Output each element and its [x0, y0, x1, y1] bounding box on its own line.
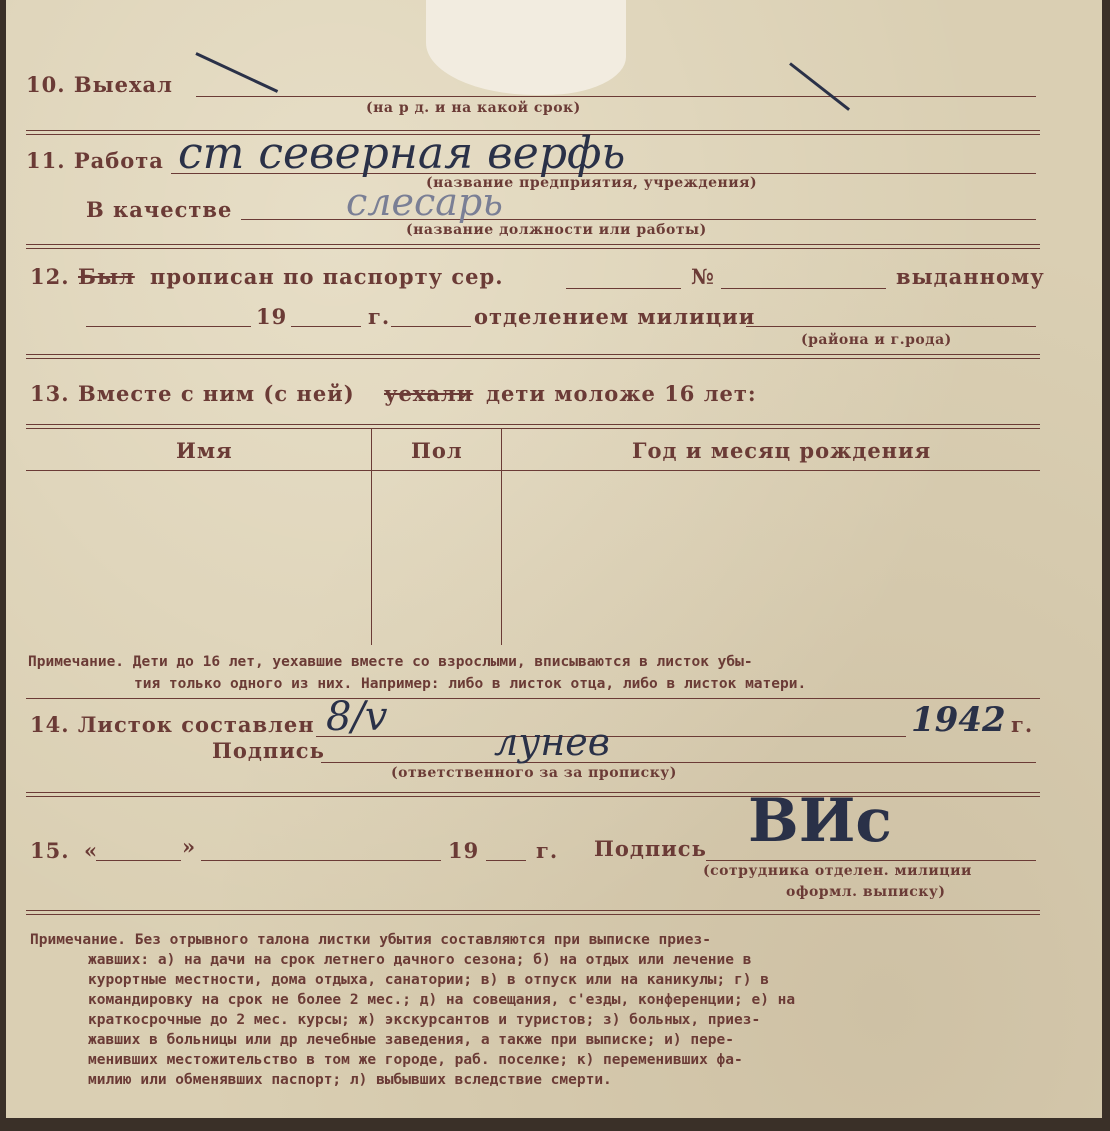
rule-5 [26, 910, 1040, 915]
s15-day-line [96, 860, 181, 861]
s13-num: 13. [30, 381, 70, 406]
note2-line4: командировку на срок не более 2 мес.; д) на совещания, с'езды, конференции; е) на [88, 992, 796, 1008]
note2-line5: краткосрочные до 2 мес. курсы; ж) экскурсантов и туристов; з) больных, приез- [88, 1012, 761, 1028]
s12-series-line [566, 288, 681, 289]
s14-sign-hint: (ответственного за за прописку) [391, 765, 677, 781]
s14-sign-label: Подпись [212, 738, 325, 763]
s13-part2: дети моложе 16 лет: [486, 381, 757, 406]
s13-part1: Вместе с ним (с ней) [78, 381, 355, 406]
s12-office-label: отделением милиции [474, 304, 756, 329]
note2-line3: курортные местности, дома отдыха, санатории; в) в отпуск или на каникулы; г) в [88, 972, 769, 988]
s14-sign-line [321, 762, 1036, 763]
s15-hint-2: оформл. выписку) [786, 884, 946, 900]
table-divider-1 [371, 428, 372, 645]
s14-label: 14. Листок составлен [30, 712, 315, 737]
s10-label: 10. Выехал [26, 72, 173, 97]
s10-line [196, 96, 1036, 97]
note2-line7: менивших местожительство в том же городе, раб. поселке; к) переменивших фа- [88, 1052, 743, 1068]
s15-signature: ВИс [748, 786, 892, 856]
torn-corner [426, 0, 626, 95]
s15-num: 15. [30, 838, 70, 863]
s12-label: прописан по паспорту сер. [150, 264, 504, 289]
s11-hint: (название предприятия, учреждения) [426, 175, 758, 191]
column-header-name: Имя [176, 438, 233, 463]
rule-2 [26, 244, 1040, 249]
s12-gap-line [391, 326, 471, 327]
s10-dash-right [789, 62, 850, 111]
s10-dash-left [195, 52, 278, 93]
s14-handwritten-date: 8/v [326, 694, 388, 740]
s11-role-label: В качестве [86, 197, 233, 222]
column-header-birth: Год и месяц рождения [632, 438, 932, 463]
s10-hint: (на р д. и на какой срок) [366, 100, 581, 116]
column-header-sex: Пол [411, 438, 463, 463]
s12-date-line [86, 326, 251, 327]
s12-year-line [291, 326, 361, 327]
note1-line2: тия только одного из них. Например: либо в листок отца, либо в листок матери. [134, 676, 807, 692]
s15-sign-line [706, 860, 1036, 861]
note2-line6: жавших в больницы или др лечебные заведения, а также при выписке; и) пере- [88, 1032, 735, 1048]
s15-close-quote: » [182, 834, 197, 859]
s15-year-prefix: 19 [448, 838, 480, 863]
form-sheet [6, 0, 1102, 1118]
s11-role-hint: (название должности или работы) [406, 222, 707, 238]
s15-hint-1: (сотрудника отделен. милиции [703, 863, 972, 879]
s12-hint: (района и г.рода) [801, 332, 952, 348]
s15-year-line [486, 860, 526, 861]
s14-handwritten-signature: лунев [494, 720, 610, 764]
note2-line8: милию или обменявших паспорт; л) выбывших вследствие смерти. [88, 1072, 612, 1088]
s15-month-line [201, 860, 441, 861]
s11-handwritten-role: слесарь [346, 180, 503, 224]
table-header-line [26, 470, 1040, 471]
s12-issued-label: выданному [896, 264, 1045, 289]
s14-year-value: 1942 [911, 700, 1006, 740]
note2-line2: жавших: а) на дачи на срок летнего дачного сезона; б) на отдых или лечение в [88, 952, 752, 968]
note2-line1: Примечание. Без отрывного талона листки убытия составляются при выписке приез- [30, 932, 711, 948]
s15-year-suffix: г. [536, 838, 559, 863]
s12-year-prefix: 19 [256, 304, 288, 329]
s12-year-suffix: г. [368, 304, 391, 329]
table-divider-2 [501, 428, 502, 645]
s12-office-line [746, 326, 1036, 327]
s14-year-suffix: г. [1011, 712, 1034, 737]
s11-handwritten-workplace: ст северная верфь [178, 128, 626, 179]
s11-label: 11. Работа [26, 148, 164, 173]
s12-no-label: № [691, 264, 715, 289]
s12-num: 12. [30, 264, 70, 289]
s12-number-line [721, 288, 886, 289]
table-top-rule [26, 424, 1040, 429]
s13-crossed-word: уехали [384, 381, 474, 406]
s12-crossed-word: Был [78, 264, 135, 289]
s15-sign-label: Подпись [594, 836, 707, 861]
note1-rule [26, 698, 1040, 699]
note1-line1: Примечание. Дети до 16 лет, уехавшие вместе со взрослыми, вписываются в листок убы- [28, 654, 753, 670]
rule-3 [26, 354, 1040, 359]
s14-date-line [316, 736, 906, 737]
s15-open-quote: « [84, 838, 99, 863]
